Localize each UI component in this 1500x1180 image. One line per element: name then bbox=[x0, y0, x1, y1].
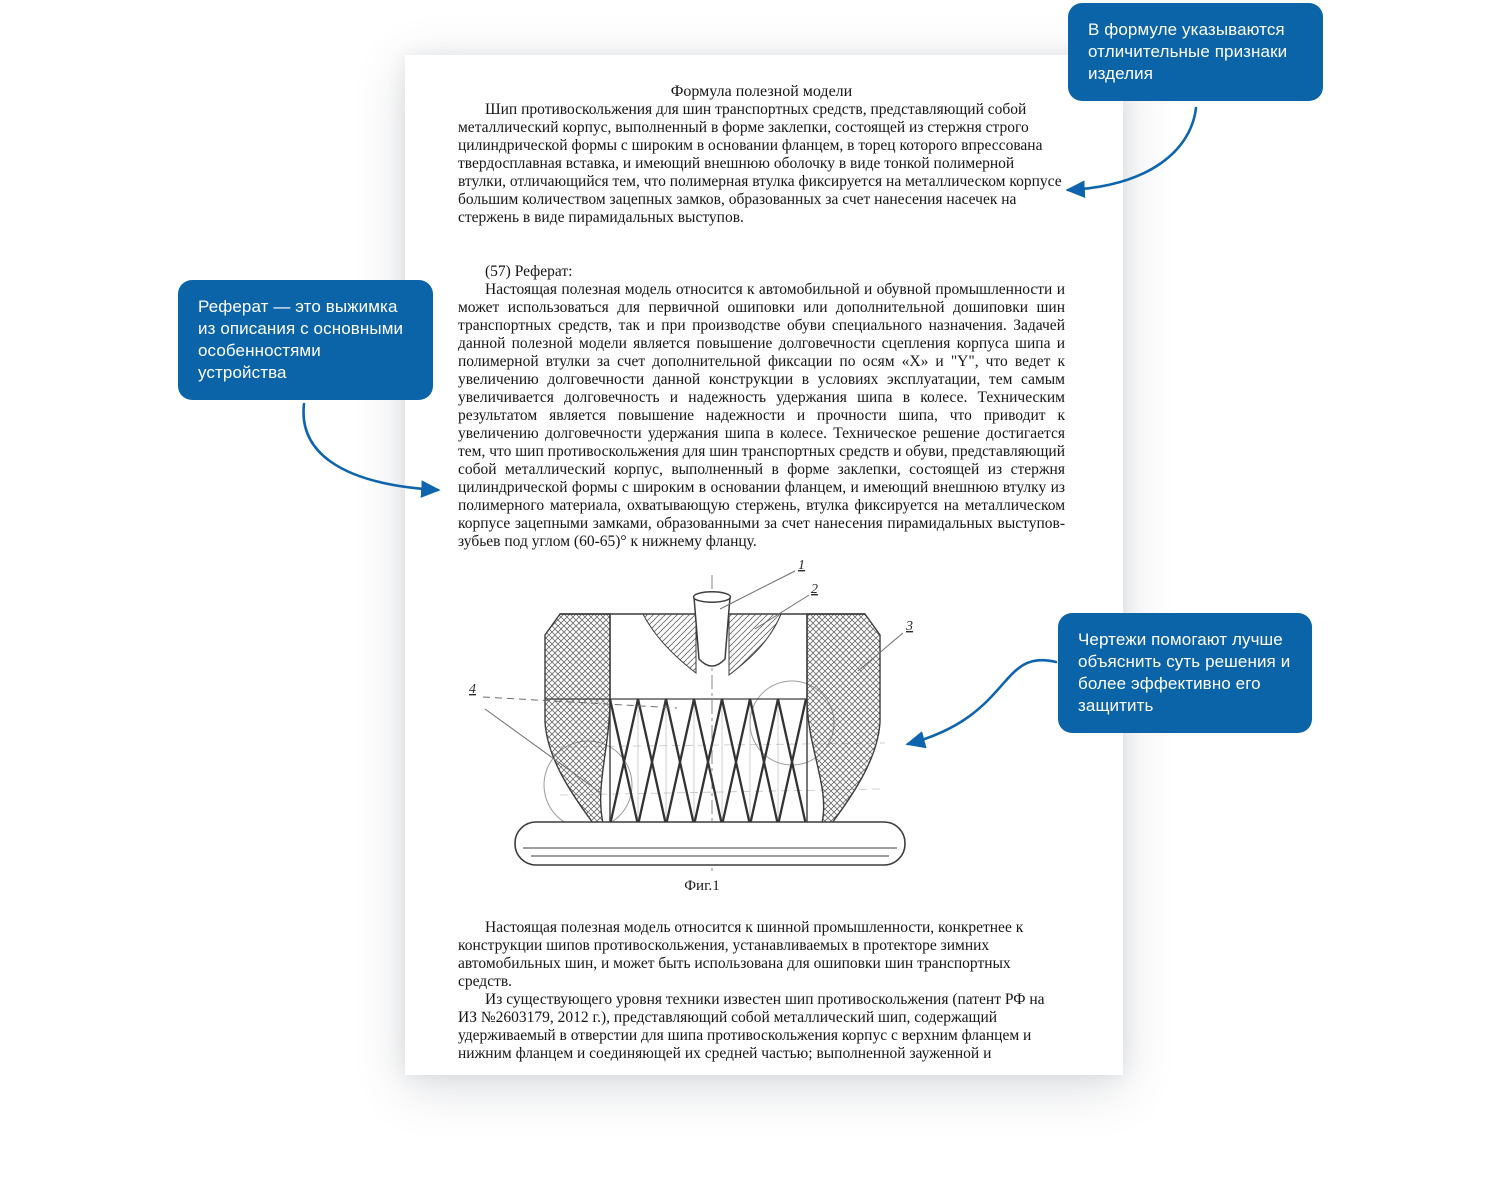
bottom-flange bbox=[515, 822, 905, 865]
label-4: 4 bbox=[469, 682, 476, 697]
label-3: 3 bbox=[906, 619, 913, 634]
sleeve-left bbox=[545, 614, 610, 823]
carbide-pin bbox=[694, 592, 731, 666]
abstract-heading: (57) Реферат: bbox=[485, 263, 573, 280]
stud-cross-section-drawing bbox=[465, 557, 945, 895]
callout-abstract bbox=[178, 280, 433, 400]
intro-paragraph: Настоящая полезная модель относится к шинной промышленности, конкретнее к конструкции шипов противоскольжения, устанавливаемых в протекторе зимних автомобильных шин, и может быть использована для ошиповки шин транспортных средств. bbox=[458, 919, 1024, 990]
callout-abstract-text: Реферат — это выжимка из описания с основными особенностями устройства bbox=[198, 297, 404, 382]
callout-drawings-text: Чертежи помогают лучше объяснить суть решения и более эффективно его защитить bbox=[1078, 630, 1291, 715]
callout-drawings bbox=[1058, 613, 1312, 733]
page-title: Формула полезной модели bbox=[670, 83, 853, 100]
label-2: 2 bbox=[811, 582, 818, 597]
figure-1 bbox=[465, 557, 945, 895]
abstract-paragraph: Настоящая полезная модель относится к автомобильной и обувной промышленности и может использоваться для первичной ошиповки или дополнительной дошиповки шин транспортных средств, так и при производстве обуви специального назначения. Задачей данной полезной модели является повышение долговечности сцепления корпуса шипа и полимерной втулки за счет дополнительной фиксации по осям «X» и "Y", что ведет к увеличению долговечности данной конструкции в условиях эксплуатации, тем самым увеличивается долговечность и надежность удержания шипа в колесе. Техническим результатом является повышение надежности и прочности шипа, что приводит к увеличению долговечности удержания шипа в колесе. Техническое решение достигается тем, что шип противоскольжения для шин транспортных средств и обуви, представляющий собой металлический корпус, выполненный в форме заклепки, состоящей из стержня цилиндрической формы с широким в основании фланцем, и имеющий внешнюю втулку из полимерного материала, охватывающую стержень, втулка фиксируется на металлическом корпусе зацепными замками, образованными за счет нанесения пирамидальных выступов-зубьев под углом (60-65)° к нижнему фланцу. bbox=[458, 281, 1065, 550]
callout-formula bbox=[1068, 3, 1323, 101]
claim-paragraph: Шип противоскольжения для шин транспортных средств, представляющий собой металлический корпус, выполненный в форме заклепки, состоящей из стержня строго цилиндрической формы с широким в основании фланцем, в торец которого впрессована твердосплавная вставка, и имеющий внешнюю оболочку в виде тонкой полимерной втулки, отличающийся тем, что полимерная втулка фиксируется на металлическом корпусе большим количеством зацепных замков, образованных за счет нанесения насечек на стержень в виде пирамидальных выступов. bbox=[458, 101, 1062, 226]
callout-formula-text: В формуле указываются отличительные признаки изделия bbox=[1088, 20, 1288, 83]
sleeve-right bbox=[807, 614, 880, 823]
prior-art-paragraph: Из существующего уровня техники известен шип противоскольжения (патент РФ на ИЗ №2603179, 2012 г.), представляющий собой металлический шип, содержащий удерживаемый в отверстии для шипа противоскольжения корпус с верхним фланцем и нижним фланцем и соединяющей их средней частью; выполненной зауженной и bbox=[458, 991, 1045, 1062]
figure-caption: Фиг.1 bbox=[684, 878, 720, 894]
label-1: 1 bbox=[798, 558, 805, 573]
patent-document-page bbox=[405, 55, 1123, 1075]
